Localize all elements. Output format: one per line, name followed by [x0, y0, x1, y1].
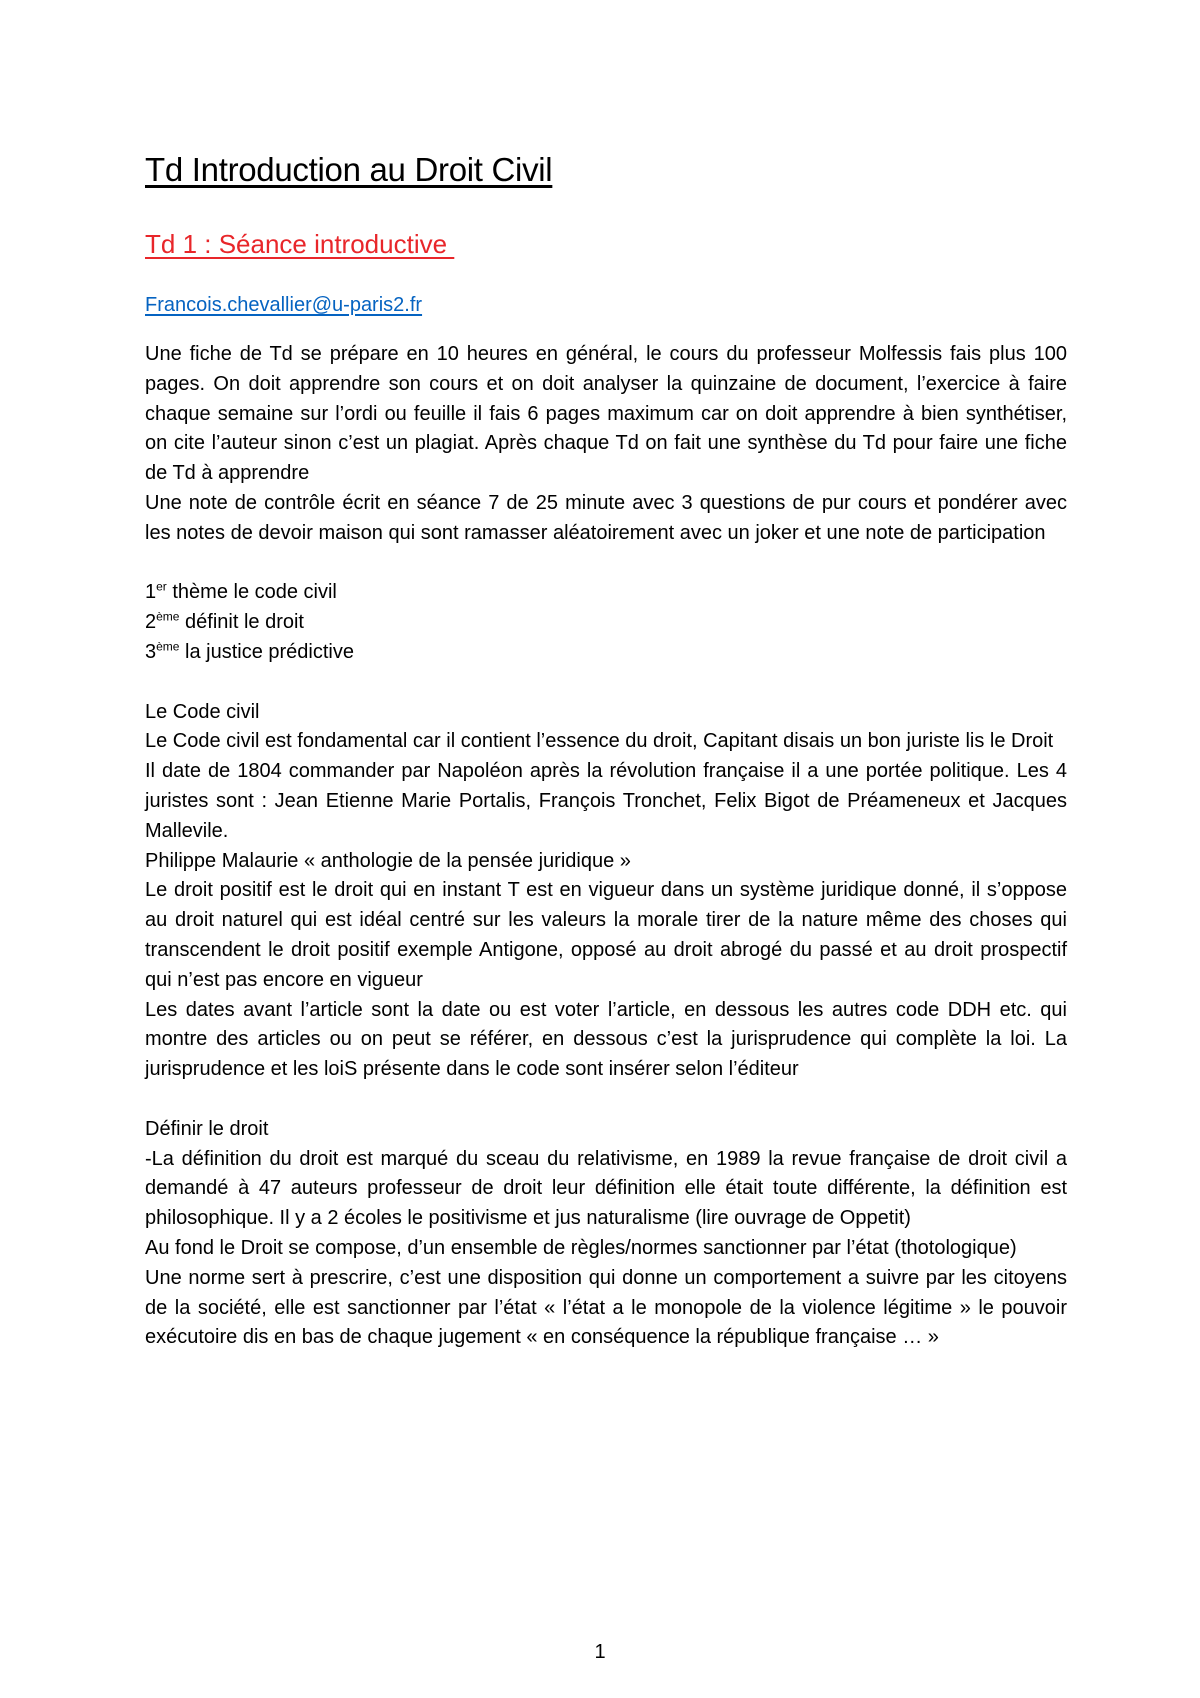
td-heading: Td 1 : Séance introductive — [145, 229, 455, 259]
theme-text: la justice prédictive — [179, 640, 354, 663]
code-civil-paragraph-4: Le droit positif est le droit qui en instant T est en vigueur dans un système juridique donné, il s’oppose au droit naturel qui est idéal centré sur les valeurs la morale tirer de la nature même des choses qui transcendent le droit positif exemple Antigone, opposé au droit abrogé du passé et au droit prospectif qui n’est pas encore en vigueur — [145, 879, 1067, 991]
intro-paragraph-1: Une fiche de Td se prépare en 10 heures en général, le cours du professeur Molfessis fais plus 100 pages. On doit apprendre son cours et on doit analyser la quinzaine de document, l’exercice à faire chaque semaine sur l’ordi ou feuille il fais 6 pages maximum car on doit apprendre à bien synthétiser, on cite l’auteur sinon c’est un plagiat. Après chaque Td on fait une synthèse du Td pour faire une fiche de Td à apprendre — [145, 343, 1067, 485]
email-line — [145, 290, 1067, 320]
theme-item-2 — [145, 608, 1067, 638]
spacer — [145, 668, 1067, 698]
spacer — [145, 549, 1067, 579]
theme-item-1 — [145, 578, 1067, 608]
theme-text: définit le droit — [179, 611, 304, 634]
document-body — [145, 150, 1067, 1353]
email-link[interactable]: Francois.chevallier@u-paris2.fr — [145, 294, 423, 316]
spacer — [145, 1085, 1067, 1115]
theme-number: 2 — [145, 611, 157, 634]
section-title-code-civil: Le Code civil — [145, 700, 260, 723]
definir-droit-paragraph-1: -La définition du droit est marqué du sceau du relativisme, en 1989 la revue française de droit civil a demandé à 47 auteurs professeur de droit leur définition elle était toute différente, la définition est philosophique. Il y a 2 écoles le positivisme et jus naturalisme (lire ouvrage de Oppetit) — [145, 1147, 1067, 1230]
code-civil-paragraph-2: Il date de 1804 commander par Napoléon après la révolution française il a une portée politique. Les 4 juristes sont : Jean Etienne Marie Portalis, François Tronchet, Felix Bigot de Préameneux et Jacques Mallevile. — [145, 760, 1067, 842]
theme-ordinal: er — [156, 579, 167, 594]
intro-paragraph-2: Une note de contrôle écrit en séance 7 de 25 minute avec 3 questions de pur cours et pondérer avec les notes de devoir maison qui sont ramasser aléatoirement avec un joker et une note de participation — [145, 491, 1067, 544]
theme-ordinal: ème — [156, 639, 180, 654]
code-civil-paragraph-1: Le Code civil est fondamental car il contient l’essence du droit, Capitant disais un bon juriste lis le Droit — [145, 730, 1054, 753]
document-title: Td Introduction au Droit Civil — [145, 151, 553, 188]
theme-number: 1 — [145, 581, 157, 604]
theme-text: thème le code civil — [166, 581, 337, 604]
section-title-definir-droit: Définir le droit — [145, 1117, 269, 1140]
code-civil-paragraph-3: Philippe Malaurie « anthologie de la pensée juridique » — [145, 849, 631, 872]
page-number: 1 — [594, 1641, 606, 1663]
theme-ordinal: ème — [156, 609, 180, 624]
definir-droit-paragraph-2: Au fond le Droit se compose, d’un ensemble de règles/normes sanctionner par l’état (thotologique) — [145, 1236, 1017, 1259]
code-civil-paragraph-5: Les dates avant l’article sont la date ou est voter l’article, en dessous les autres code DDH etc. qui montre des articles ou on peut se référer, en dessous c’est la jurisprudence qui complète la loi. La jurisprudence et les loiS présente dans le code sont insérer selon l’éditeur — [145, 998, 1067, 1081]
definir-droit-paragraph-3: Une norme sert à prescrire, c’est une disposition qui donne un comportement a suivre par les citoyens de la société, elle est sanctionner par l’état « l’état a le monopole de la violence légitime » le pouvoir exécutoire dis en bas de chaque jugement « en conséquence la république française … » — [145, 1266, 1067, 1349]
theme-item-3 — [145, 638, 1067, 668]
theme-number: 3 — [145, 640, 157, 663]
